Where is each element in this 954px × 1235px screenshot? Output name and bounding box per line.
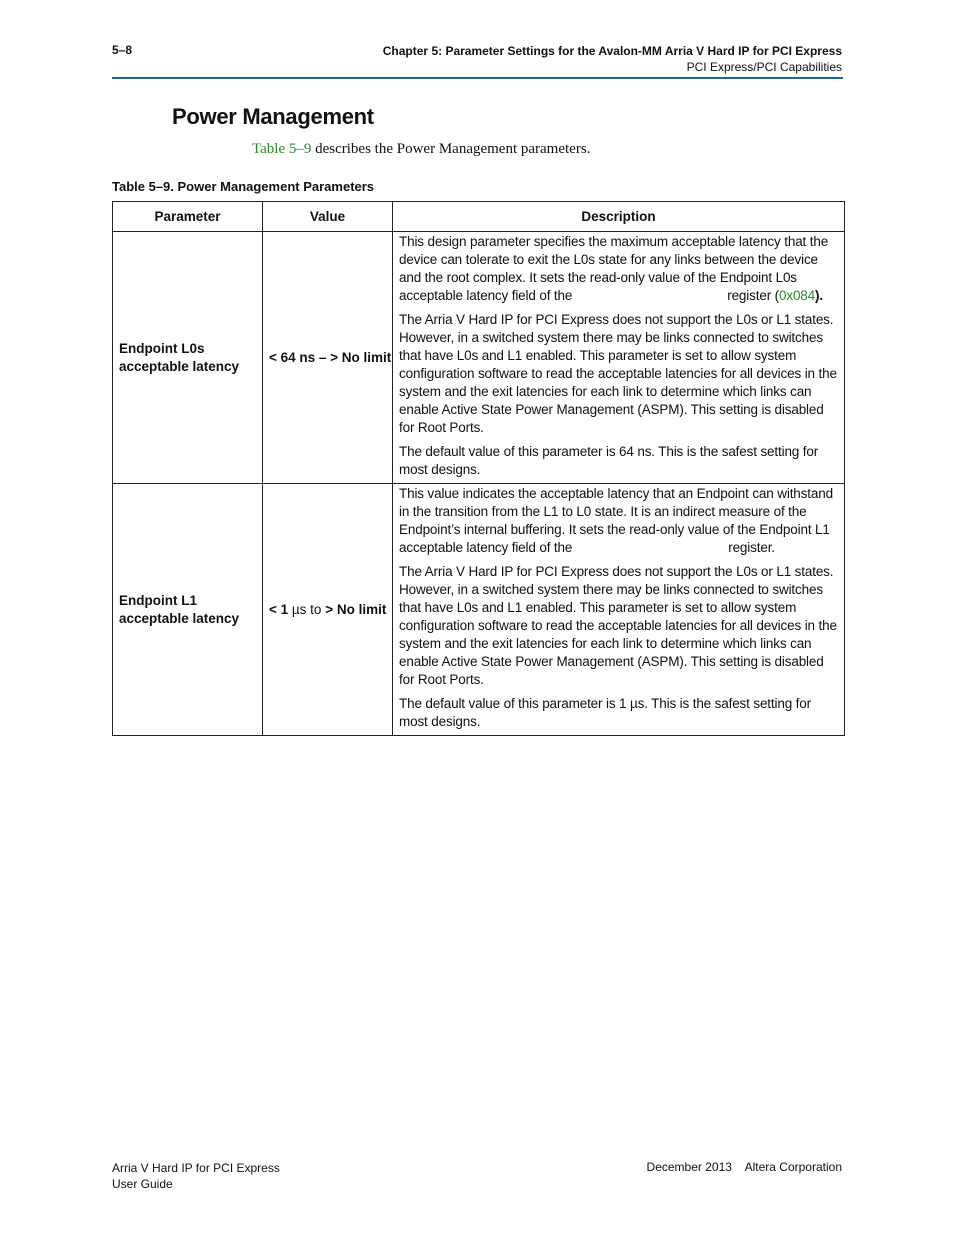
running-header bbox=[383, 43, 842, 75]
description-paragraph: The default value of this parameter is 64 ns. This is the safest setting for most designs. bbox=[399, 444, 819, 477]
parameter-cell bbox=[113, 232, 263, 484]
table-row bbox=[113, 232, 845, 484]
register-address-link[interactable]: 0x084 bbox=[778, 288, 816, 303]
value-min: < 1 bbox=[269, 601, 289, 617]
description-paragraph: The Arria V Hard IP for PCI Express does not support the L0s or L1 states. However, in a switched system there may be links connected to switches that have L0s and L1 enabled. This parameter is set to allow system configuration software to read the acceptable latencies for all devices in the system and the exit latencies for each link to determine which links can enable Active State Power Management (ASPM). This setting is disabled for Root Ports. bbox=[399, 564, 837, 687]
description-paragraph: The default value of this parameter is 1 µs. This is the safest setting for most designs. bbox=[399, 696, 811, 729]
value-unit: µs to bbox=[288, 601, 326, 617]
column-header-parameter: Parameter bbox=[113, 202, 263, 232]
footer-doc-title: Arria V Hard IP for PCI Express bbox=[112, 1161, 280, 1175]
footer-right: December 2013 Altera Corporation bbox=[646, 1160, 842, 1174]
table-header-row bbox=[113, 202, 845, 232]
section-name: PCI Express/PCI Capabilities bbox=[686, 60, 842, 74]
parameter-name-cont: acceptable latency bbox=[119, 610, 240, 626]
description-text: register ( bbox=[727, 288, 779, 303]
description-cell bbox=[393, 232, 845, 484]
footer-left bbox=[112, 1160, 280, 1192]
page-number: 5–8 bbox=[112, 43, 133, 57]
header-rule bbox=[112, 77, 843, 79]
description-paragraph bbox=[399, 233, 838, 305]
value-cell: < 64 ns – > No limit bbox=[263, 232, 393, 484]
description-paragraph: The Arria V Hard IP for PCI Express does not support the L0s or L1 states. However, in a switched system there may be links connected to switches that have L0s and L1 enabled. This parameter is set to allow system configuration software to read the acceptable latencies for all devices in the system and the exit latencies for each link to determine which links can enable Active State Power Management (ASPM). This setting is disabled for Root Ports. bbox=[399, 312, 837, 435]
description-text: This value indicates the acceptable latency that an Endpoint can withstand in the transition from the L1 to L0 state. It is an indirect measure of the Endpoint’s internal buffering. It sets the read-only value of the Endpoint L1 acceptable latency field of the bbox=[399, 486, 833, 555]
table-reference-link[interactable]: Table 5–9 bbox=[252, 141, 312, 157]
description-text: ). bbox=[815, 288, 823, 303]
parameter-name: Endpoint L1 bbox=[119, 592, 197, 608]
section-title: Power Management bbox=[172, 104, 374, 129]
value-max: > No limit bbox=[325, 601, 387, 617]
footer-doc-type: User Guide bbox=[112, 1177, 173, 1191]
description-cell bbox=[393, 484, 845, 736]
description-text: This design parameter specifies the maximum acceptable latency that the device can tolerate to exit the L0s state for any links between the device and the root complex. It sets the read-only value of the Endpoint L0s acceptable latency field of the bbox=[399, 234, 829, 303]
value-cell bbox=[263, 484, 393, 736]
parameter-name-cont: acceptable latency bbox=[119, 358, 240, 374]
table-caption: Table 5–9. Power Management Parameters bbox=[112, 179, 375, 194]
description-text: register. bbox=[728, 540, 775, 555]
table-row bbox=[113, 484, 845, 736]
intro-paragraph bbox=[252, 141, 590, 158]
parameter-name: Endpoint L0s bbox=[119, 340, 205, 356]
chapter-title: Chapter 5: Parameter Settings for the Avalon-MM Arria V Hard IP for PCI Express bbox=[382, 44, 842, 58]
parameters-table bbox=[112, 201, 845, 736]
parameter-cell bbox=[113, 484, 263, 736]
description-paragraph bbox=[399, 485, 838, 557]
column-header-value: Value bbox=[263, 202, 393, 232]
intro-text: describes the Power Management parameters. bbox=[311, 141, 591, 157]
column-header-description: Description bbox=[393, 202, 845, 232]
